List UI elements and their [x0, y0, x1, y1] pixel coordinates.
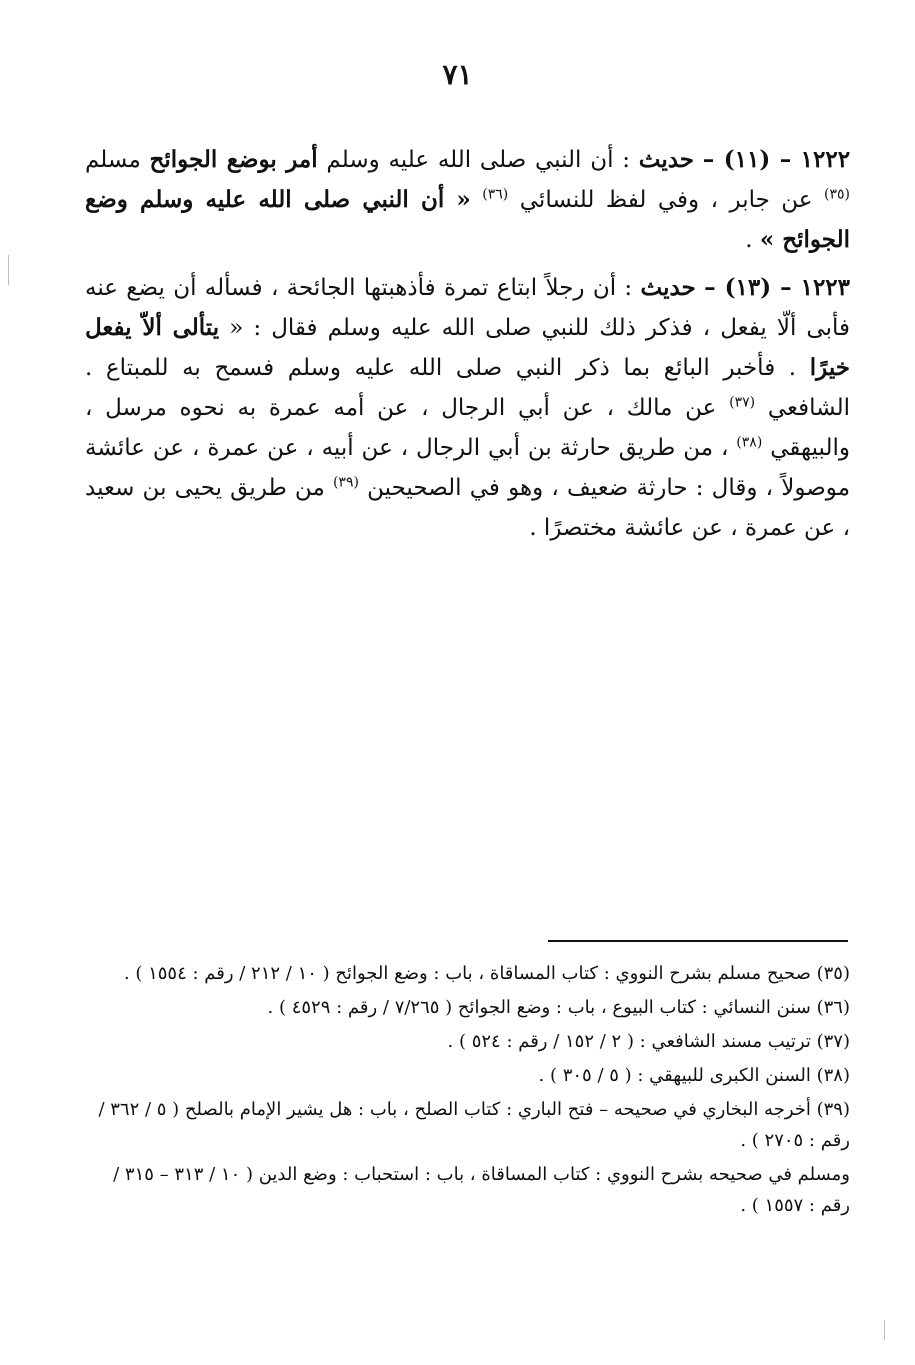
- scan-margin-mark: [884, 1320, 885, 1340]
- hadith-1223: [85, 268, 850, 548]
- hadith-number: ١٢٢٢ – (١١) –: [702, 146, 851, 173]
- hadith-text: . فأخبر البائع بما ذكر النبي صلى الله عليه وسلم فسمح به للمبتاع . الشافعي: [85, 355, 850, 421]
- footnote-ref: (٣٩): [332, 474, 359, 491]
- page-number: ٧١: [442, 58, 473, 91]
- footnote: (٣٥) صحيح مسلم بشرح النووي : كتاب المساقاة ، باب : وضع الجوائح ( ١٠ / ٢١٢ / رقم : ١٥٥٤ ) .: [123, 963, 850, 984]
- hadith-text: عن جابر ، وفي لفظ للنسائي: [519, 187, 813, 213]
- hadith-text: .: [745, 227, 753, 253]
- hadith-keyword: حديث: [638, 146, 695, 173]
- hadith-text: ، من طريق حارثة بن أبي الرجال ، عن أبيه ، عن عمرة ، عن عائشة موصولاً ، وقال : حارثة ضعيف ، وهو في الصحيحين: [85, 435, 851, 501]
- footnote: (٣٨) السنن الكبرى للبيهقي : ( ٥ / ٣٠٥ ) .: [538, 1065, 850, 1086]
- hadith-keyword: حديث: [640, 274, 696, 301]
- footnote: (٣٧) ترتيب مسند الشافعي : ( ٢ / ١٥٢ / رقم : ٥٢٤ ) .: [447, 1031, 850, 1052]
- footnote-ref: (٣٥): [824, 186, 851, 203]
- hadith-text: عن مالك ، عن أبي الرجال ، عن أمه عمرة به نحوه مرسل ، والبيهقي: [85, 395, 850, 461]
- footnote-ref: (٣٨): [736, 434, 763, 451]
- hadith-bold-text: أمر بوضع الجوائح: [149, 146, 318, 173]
- footnote: (٣٦) سنن النسائي : كتاب البيوع ، باب : وضع الجوائح ( ٧/٢٦٥ / رقم : ٤٥٢٩ ) .: [267, 997, 850, 1018]
- scan-margin-mark: [8, 255, 9, 285]
- hadith-text: من طريق يحيى بن سعيد ، عن عمرة ، عن عائشة مختصرًا .: [85, 475, 850, 541]
- hadith-text: مسلم: [85, 147, 141, 173]
- footnotes: [80, 958, 850, 1224]
- hadith-bold-text: « أن النبي صلى الله عليه وسلم وضع الجوائح »: [85, 186, 850, 253]
- footnote: (٣٩) أخرجه البخاري في صحيحه – فتح الباري : كتاب الصلح ، باب : هل يشير الإمام بالصلح ( ٥ / ٣٦٢ / رقم : ٢٧٠٥ ) .: [98, 1099, 850, 1151]
- hadith-bold-text: يتألى ألاّ يفعل خيرًا: [85, 314, 851, 381]
- footnote-ref: (٣٦): [482, 186, 509, 203]
- hadith-text: : أن النبي صلى الله عليه وسلم: [326, 147, 630, 173]
- hadith-text: : أن رجلاً ابتاع تمرة فأذهبتها الجائحة ، فسأله أن يضع عنه فأبى ألّا يفعل ، فذكر ذلك للنبي صلى الله عليه وسلم فقال : «: [85, 275, 850, 341]
- hadith-1222: [85, 140, 850, 260]
- main-text: [85, 140, 850, 556]
- footnote-separator: [548, 940, 848, 942]
- footnote-ref: (٣٧): [729, 394, 756, 411]
- footnote: ومسلم في صحيحه بشرح النووي : كتاب المساقاة ، باب : استحباب : وضع الدين ( ١٠ / ٣١٣ – ٣١٥ / رقم : ١٥٥٧ ) .: [113, 1164, 850, 1216]
- hadith-number: ١٢٢٣ – (١٣) –: [704, 274, 851, 301]
